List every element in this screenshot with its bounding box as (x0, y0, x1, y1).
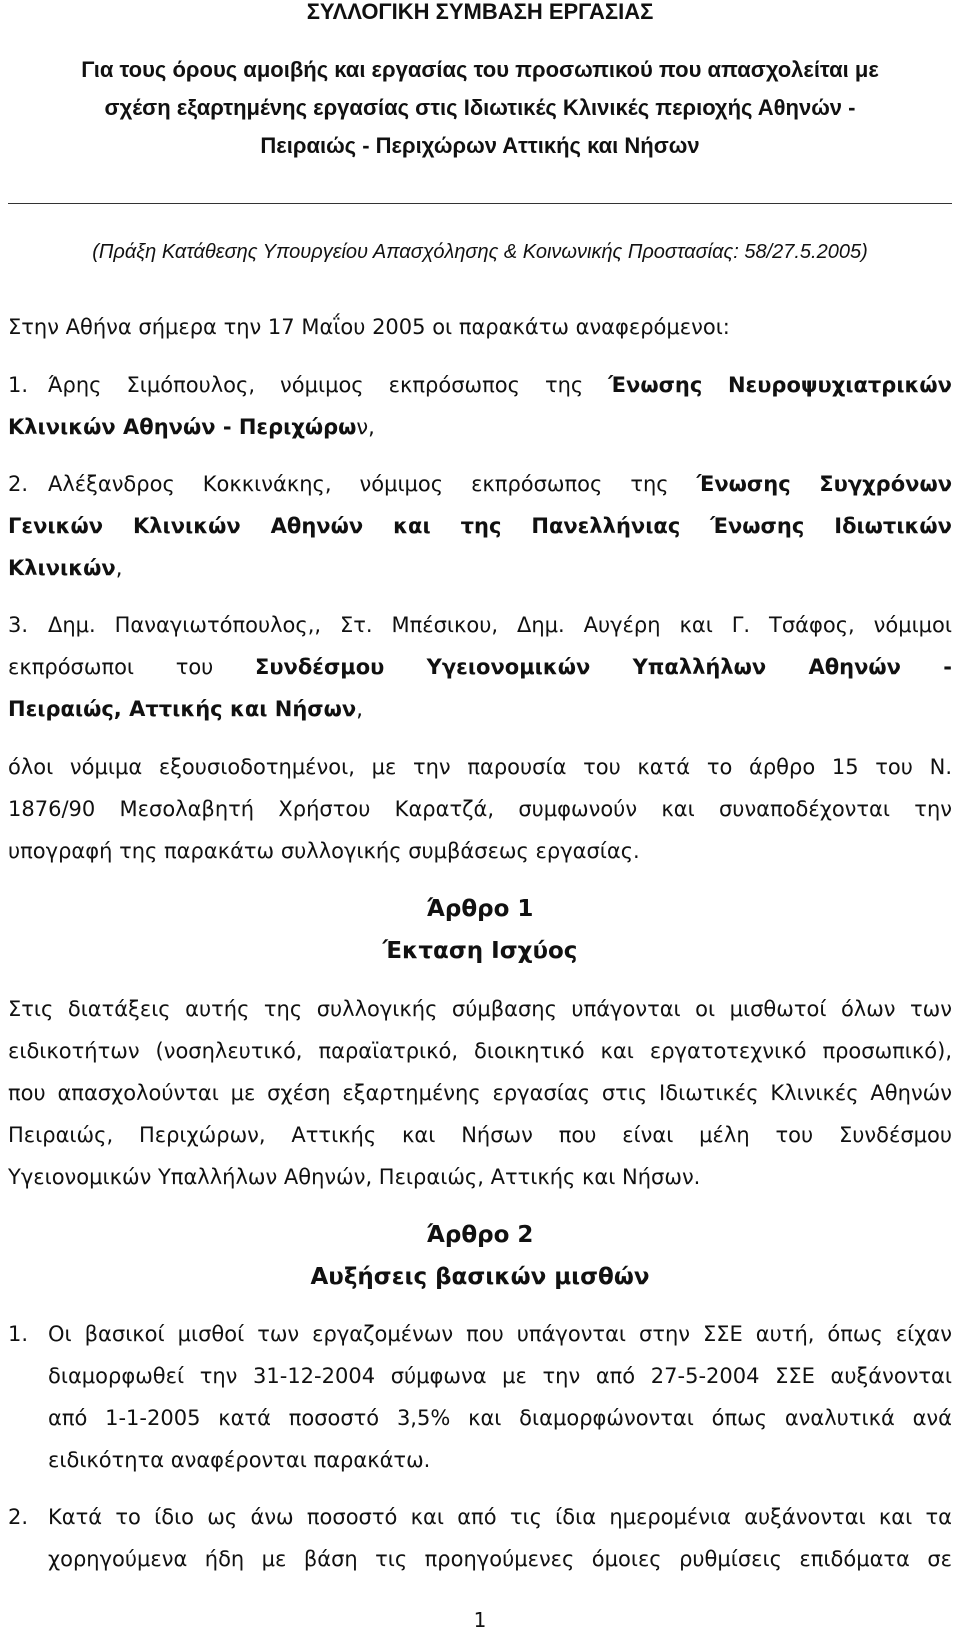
article-2-title: Αυξήσεις βασικών μισθών (310, 1264, 650, 1290)
party-3-number: 3. (8, 613, 29, 637)
article-2-number: Άρθρο 2 (426, 1222, 534, 1248)
subtitle-line-1: Για τους όρους αμοιβής και εργασίας του προσωπικού που απασχολείται με (81, 57, 879, 82)
article-1-line-4: Πειραιώς, Περιχώρων, Αττικής και Νήσων που είναι μέλη του Συνδέσμου (8, 1123, 952, 1147)
party-2-org-tail: Κλινικών (8, 556, 116, 580)
article-1-line-3: που απασχολούνται με σχέση εξαρτημένης εργασίας στις Ιδιωτικές Κλινικές Αθηνών (8, 1081, 952, 1105)
party-1-line-1 (8, 370, 952, 400)
article-1-title: Έκταση Ισχύος (382, 938, 578, 964)
party-3-text: Δημ. Παναγιωτόπουλος,, Στ. Μπέσικου, Δημ. Αυγέρη και Γ. Τσάφος, νόμιμοι (48, 613, 952, 637)
agreement-line-3: υπογραφή της παρακάτω συλλογικής συμβάσεως εργασίας. (8, 839, 640, 863)
party-3-tail: , (356, 697, 363, 721)
party-2-text: Αλέξανδρος Κοκκινάκης, νόμιμος εκπρόσωπος της (48, 472, 697, 496)
party-3-text-2: εκπρόσωποι του (8, 655, 255, 679)
article-2-item-1-line-3: από 1-1-2005 κατά ποσοστό 3,5% και διαμορφώνονται όπως αναλυτικά ανά (48, 1406, 952, 1430)
party-1-org-cont: Κλινικών Αθηνών - Περιχώρω (8, 415, 357, 439)
party-1-tail: ν, (356, 415, 375, 439)
article-1-line-5: Υγειονομικών Υπαλλήλων Αθηνών, Πειραιώς, Αττικής και Νήσων. (8, 1165, 701, 1189)
party-3-org-tail: Πειραιώς, Αττικής και Νήσων (8, 697, 357, 721)
party-1-org: Ένωσης Νευροψυχιατρικών (608, 373, 952, 397)
article-2-item-1-line-4: ειδικότητα αναφέρονται παρακάτω. (48, 1448, 431, 1472)
party-1-number: 1. (8, 373, 29, 397)
article-1-number: Άρθρο 1 (426, 896, 534, 922)
party-1-text: Άρης Σιμόπουλος, νόμιμος εκπρόσωπος της (48, 373, 609, 397)
article-2-item-1-line-1: Οι βασικοί μισθοί των εργαζομένων που υπάγονται στην ΣΣΕ αυτή, όπως είχαν (48, 1322, 952, 1346)
party-3-org: Συνδέσμου Υγειονομικών Υπαλλήλων Αθηνών - (255, 655, 952, 679)
party-2-number: 2. (8, 472, 29, 496)
party-2-org: Ένωσης Συγχρόνων (696, 472, 953, 496)
article-2-item-2-line-2: χορηγούμενα ήδη με βάση τις προηγούμενες όμοιες ρυθμίσεις επιδόματα σε (48, 1547, 952, 1571)
agreement-line-1: όλοι νόμιμα εξουσιοδοτημένοι, με την παρουσία του κατά το άρθρο 15 του Ν. (8, 755, 952, 779)
document-title: ΣΥΛΛΟΓΙΚΗ ΣΥΜΒΑΣΗ ΕΡΓΑΣΙΑΣ (306, 0, 654, 24)
article-1-line-2: ειδικοτήτων (νοσηλευτικό, παραϊατρικό, διοικητικό και εργατοτεχνικό προσωπικό), (8, 1039, 952, 1063)
article-2-item-2-line-1: Κατά το ίδιο ως άνω ποσοστό και από τις ίδια ημερομένια αυξάνονται και τα (48, 1505, 952, 1529)
agreement-line-2: 1876/90 Μεσολαβητή Χρήστου Καρατζά, συμφωνούν και συναποδέχονται την (8, 797, 952, 821)
party-2-tail: , (115, 556, 123, 580)
party-2-line-1 (8, 469, 952, 499)
article-2-item-1-line-2: διαμορφωθεί την 31-12-2004 σύμφωνα με την από 27-5-2004 ΣΣΕ αυξάνονται (48, 1364, 952, 1388)
party-3-line-3 (8, 694, 952, 724)
intro-line: Στην Αθήνα σήμερα την 17 Μαΐου 2005 οι παρακάτω αναφερόμενοι: (8, 315, 730, 339)
article-1-line-1: Στις διατάξεις αυτής της συλλογικής σύμβασης υπάγονται οι μισθωτοί όλων των (8, 997, 952, 1021)
subtitle-line-2: σχέση εξαρτημένης εργασίας στις Ιδιωτικές Κλινικές περιοχής Αθηνών - (104, 95, 856, 120)
article-2-item-2-number: 2. (8, 1505, 29, 1529)
article-2-item-1-number: 1. (8, 1322, 29, 1346)
party-1-line-2 (8, 412, 952, 442)
party-2-line-2: Γενικών Κλινικών Αθηνών και της Πανελλήνιας Ένωσης Ιδιωτικών (8, 514, 952, 538)
party-2-line-3 (8, 553, 952, 583)
party-3-line-1 (8, 610, 952, 640)
page-number: 1 (473, 1608, 487, 1632)
party-3-line-2 (8, 652, 952, 682)
deposit-note: (Πράξη Κατάθεσης Υπουργείου Απασχόλησης & Κοινωνικής Προστασίας: 58/27.5.2005) (92, 241, 868, 263)
subtitle-line-3: Πειραιώς - Περιχώρων Αττικής και Νήσων (260, 133, 700, 158)
header-divider (8, 203, 952, 204)
